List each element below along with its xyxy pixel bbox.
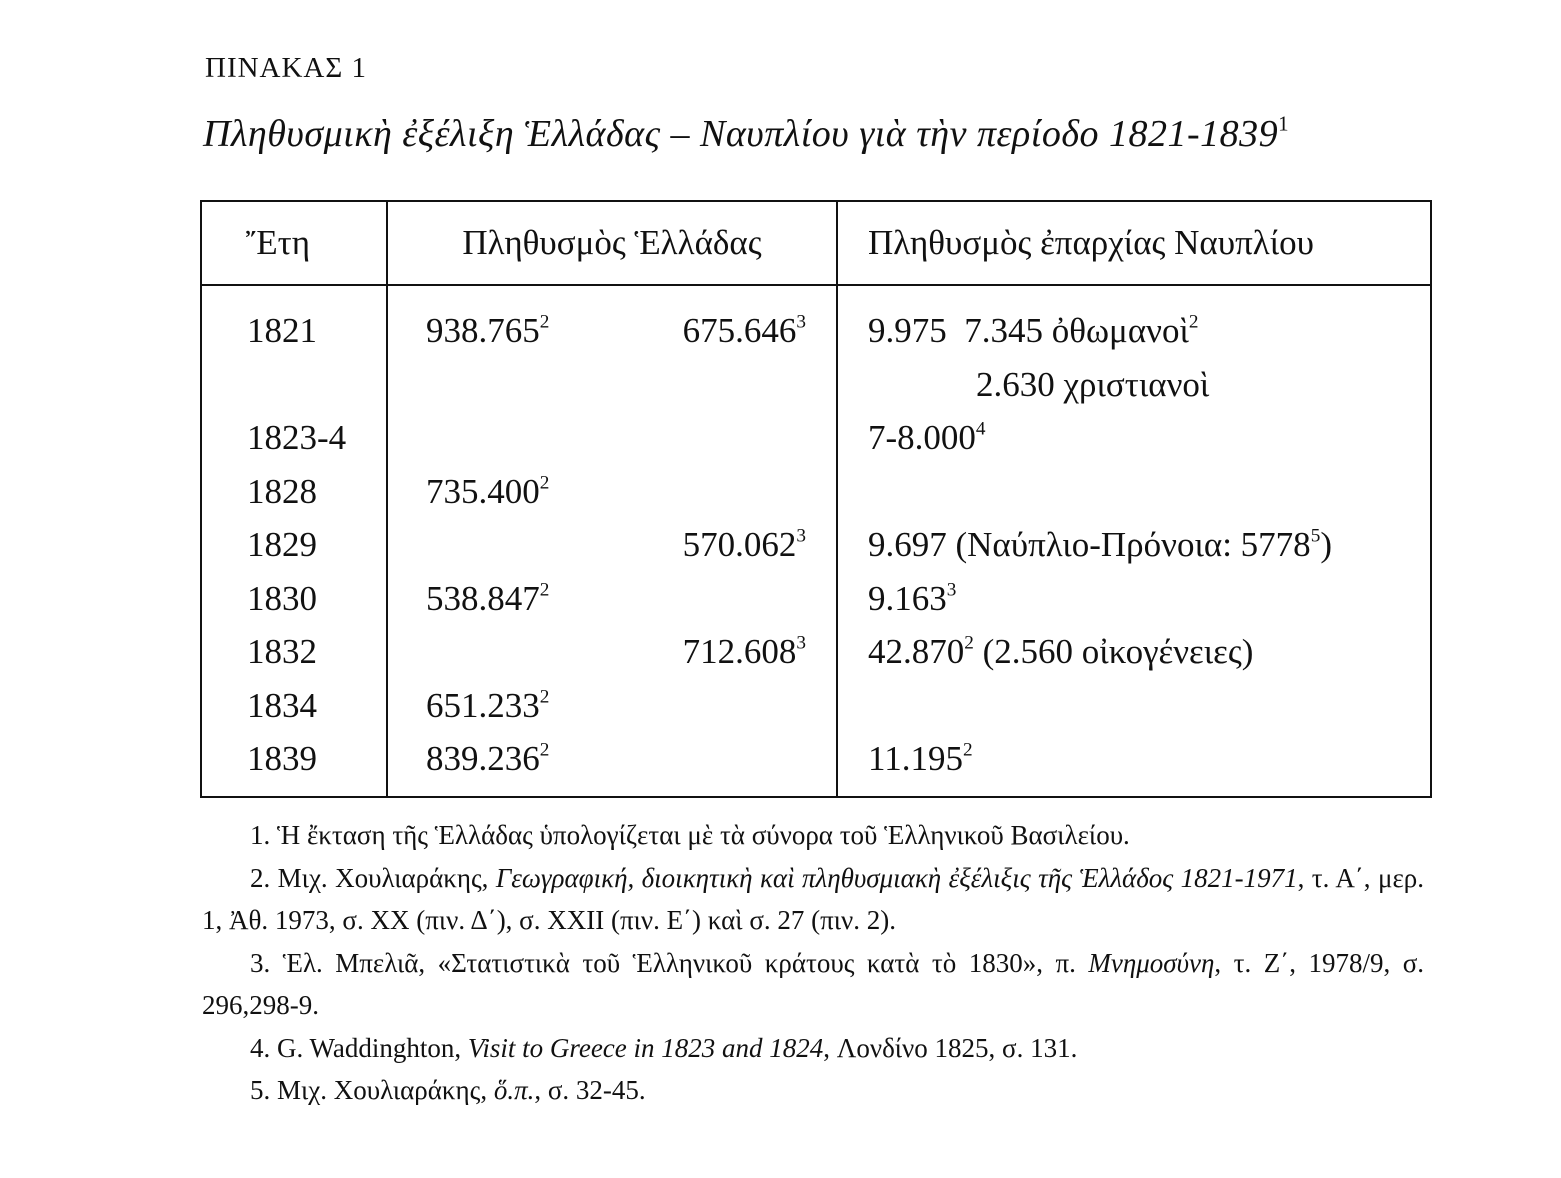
table-row bbox=[201, 358, 1431, 412]
cell-nafplio-population bbox=[837, 518, 1431, 572]
footnote-ref: 3 bbox=[796, 525, 806, 547]
cell-greece-population bbox=[387, 285, 837, 358]
footnote-ref: 3 bbox=[946, 579, 957, 601]
cell-nafplio-population bbox=[837, 285, 1431, 358]
header-nafplio-population: Πληθυσμὸς ἐπαρχίας Ναυπλίου bbox=[837, 201, 1431, 285]
table-row bbox=[201, 625, 1431, 679]
table-row bbox=[201, 572, 1431, 626]
footnote-ref: 2 bbox=[1188, 311, 1199, 333]
cell-greece-population bbox=[387, 358, 837, 412]
footnote-ref: 3 bbox=[796, 632, 806, 654]
footnote-item bbox=[202, 1027, 1424, 1070]
greece-value-a bbox=[388, 572, 656, 626]
cell-greece-population bbox=[387, 518, 837, 572]
cell-year: 1832 bbox=[201, 625, 387, 679]
footnote-ref: 2 bbox=[962, 739, 973, 761]
footnote-ref: 2 bbox=[964, 632, 974, 654]
cell-year: 1829 bbox=[201, 518, 387, 572]
footnote-number: 2. bbox=[250, 862, 271, 893]
nafplio-value: 2.630 χριστιανοὶ bbox=[976, 364, 1210, 404]
greece-value-a-number: 651.233 bbox=[426, 685, 540, 725]
greece-value-b bbox=[656, 625, 806, 679]
greece-value-a bbox=[388, 465, 656, 519]
cell-greece-population bbox=[387, 679, 837, 733]
nafplio-suffix: (2.560 οἰκογένειες) bbox=[973, 632, 1254, 671]
greece-value-a bbox=[388, 304, 656, 358]
footnote-text: Μιχ. Χουλιαράκης, bbox=[277, 1075, 494, 1105]
cell-year bbox=[201, 358, 387, 412]
cell-nafplio-population bbox=[837, 679, 1431, 733]
table-row bbox=[201, 518, 1431, 572]
cell-nafplio-population bbox=[837, 411, 1431, 465]
nafplio-suffix: ) bbox=[1320, 525, 1332, 564]
header-greece-population: Πληθυσμὸς Ἑλλάδας bbox=[387, 201, 837, 285]
cell-year: 1821 bbox=[201, 285, 387, 358]
footnote-item bbox=[202, 1069, 1424, 1112]
footnotes bbox=[202, 814, 1424, 1112]
footnote-item bbox=[202, 814, 1424, 857]
table-row bbox=[201, 679, 1431, 733]
header-years: Ἔτη bbox=[201, 201, 387, 285]
table-header-row bbox=[201, 201, 1431, 285]
nafplio-value: 11.195 bbox=[868, 739, 963, 778]
footnote-ref: 2 bbox=[539, 579, 550, 601]
cell-year: 1828 bbox=[201, 465, 387, 519]
footnote-number: 1. bbox=[250, 820, 271, 850]
footnote-ref: 2 bbox=[539, 686, 550, 708]
footnote-ref: 5 bbox=[1310, 525, 1321, 547]
footnote-number: 4. bbox=[250, 1032, 271, 1063]
population-table bbox=[200, 200, 1432, 798]
caption-footnote-ref: 1 bbox=[1278, 111, 1290, 136]
footnote-text: Ἡ ἔκταση τῆς Ἑλλάδας ὑπολογίζεται μὲ τὰ σύνορα τοῦ Ἑλληνικοῦ Βασιλείου. bbox=[277, 820, 1130, 850]
table-row bbox=[201, 285, 1431, 358]
cell-greece-population bbox=[387, 732, 837, 797]
cell-greece-population bbox=[387, 625, 837, 679]
footnote-text: G. Waddinghton, bbox=[277, 1032, 468, 1063]
table-label: ΠΙΝΑΚΑΣ 1 bbox=[205, 52, 368, 84]
footnote-number: 3. bbox=[250, 947, 271, 978]
greece-value-a bbox=[388, 679, 656, 733]
cell-nafplio-population bbox=[837, 465, 1431, 519]
cell-nafplio-population bbox=[837, 572, 1431, 626]
caption-text: Πληθυσμικὴ ἐξέλιξη Ἑλλάδας – Ναυπλίου γιὰ τὴν περίοδο 1821-1839 bbox=[203, 113, 1279, 155]
nafplio-value: 9.163 bbox=[868, 578, 947, 618]
greece-value-a-number: 538.847 bbox=[426, 578, 540, 618]
footnote-ref: 2 bbox=[539, 311, 550, 333]
cell-year: 1830 bbox=[201, 572, 387, 626]
greece-value-a-number: 839.236 bbox=[426, 739, 540, 778]
greece-value-b-number: 570.062 bbox=[682, 525, 797, 564]
greece-value-b bbox=[656, 518, 806, 572]
nafplio-value: 9.975 7.345 ὀθωμανοὶ bbox=[868, 311, 1189, 350]
greece-value-a-number: 938.765 bbox=[426, 311, 540, 350]
cell-year: 1839 bbox=[201, 732, 387, 797]
table-caption bbox=[203, 112, 1289, 156]
footnote-italic-title: Visit to Greece in 1823 and 1824 bbox=[467, 1032, 824, 1063]
cell-greece-population bbox=[387, 572, 837, 626]
footnote-ref: 2 bbox=[539, 739, 550, 761]
footnote-ref: 3 bbox=[796, 311, 806, 333]
nafplio-value: 9.697 (Ναύπλιο-Πρόνοια: 5778 bbox=[868, 525, 1311, 564]
footnote-text: Ἑλ. Μπελιᾶ, «Στατιστικὰ τοῦ Ἑλληνικοῦ κράτους κατὰ τὸ 1830», π. bbox=[282, 947, 1089, 978]
footnote-item bbox=[202, 942, 1424, 1027]
footnote-italic-title: Μνημοσύνη bbox=[1088, 947, 1215, 978]
footnote-item bbox=[202, 857, 1424, 942]
footnote-text-tail: , τ. Ζ΄, 1978/9, σ. 296,298-9. bbox=[202, 947, 1425, 1020]
footnote-italic-title: ὅ.π. bbox=[493, 1075, 535, 1105]
footnote-ref: 2 bbox=[539, 472, 550, 494]
footnote-text-tail: , σ. 32-45. bbox=[534, 1075, 646, 1105]
table-row bbox=[201, 411, 1431, 465]
cell-greece-population bbox=[387, 411, 837, 465]
cell-nafplio-population bbox=[837, 732, 1431, 797]
footnote-text: Μιχ. Χουλιαράκης, bbox=[277, 862, 496, 893]
table-row bbox=[201, 732, 1431, 797]
greece-value-b bbox=[656, 304, 806, 358]
cell-year: 1823-4 bbox=[201, 411, 387, 465]
footnote-ref: 4 bbox=[975, 418, 986, 440]
greece-value-b-number: 712.608 bbox=[682, 632, 797, 671]
footnote-italic-title: Γεωγραφική, διοικητικὴ καὶ πληθυσμιακὴ ἐξέλιξις τῆς Ἑλλάδος 1821-1971 bbox=[495, 862, 1298, 893]
footnote-number: 5. bbox=[250, 1075, 271, 1105]
greece-value-a-number: 735.400 bbox=[426, 471, 540, 511]
cell-year: 1834 bbox=[201, 679, 387, 733]
nafplio-value: 42.870 bbox=[868, 632, 965, 671]
cell-nafplio-population bbox=[837, 625, 1431, 679]
greece-value-a bbox=[388, 732, 656, 786]
cell-greece-population bbox=[387, 465, 837, 519]
cell-nafplio-population bbox=[837, 358, 1431, 412]
table-row bbox=[201, 465, 1431, 519]
footnote-text-tail: , τ. Α΄, μερ. 1, Ἀθ. 1973, σ. XX (πιν. Δ΄), σ. XXII (πιν. Ε΄) καὶ σ. 27 (πιν. 2). bbox=[202, 862, 1425, 935]
footnote-text-tail: , Λονδίνο 1825, σ. 131. bbox=[823, 1032, 1078, 1063]
nafplio-value: 7-8.000 bbox=[868, 418, 976, 457]
greece-value-b-number: 675.646 bbox=[682, 311, 797, 350]
